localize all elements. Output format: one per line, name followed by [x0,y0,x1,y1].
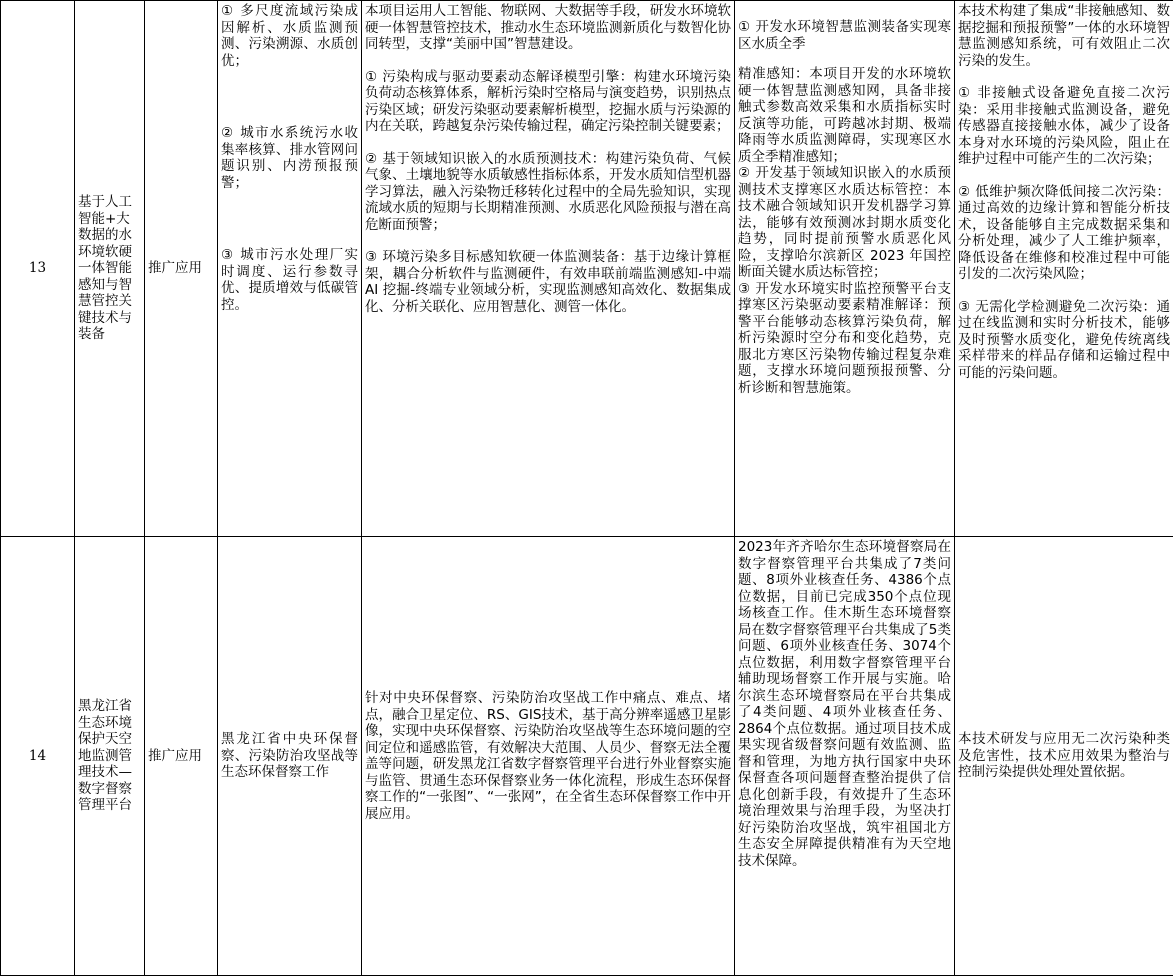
row-number: 14 [1,537,75,976]
scope-item: 黑龙江省中央环保督察、污染防治攻坚战等生态环保督察工作 [221,731,358,781]
application-effect [735,537,955,976]
advantage-item: 本技术研发与应用无二次污染种类及危害性，技术应用效果为整治与控制污染提供处理处置依据。 [958,731,1170,781]
tech-content [362,1,735,537]
table-row [1,537,1173,976]
table-row [1,1,1173,537]
content-item: ① 污染构成与驱动要素动态解译模型引擎：构建水环境污染负荷动态核算体系，解析污染时空格局与演变趋势，识别热点污染区域；研发污染驱动要素解析模型，挖掘水质与污染源的内在关联，跨越复杂污染传输过程，确定污染控制关键要素； [365,69,731,135]
tech-name: 基于人工智能+大数据的水环境软硬一体智能感知与智慧管控关键技术与装备 [75,1,145,537]
advantage-item: ① 非接触式设备避免直接二次污染：采用非接触式监测设备，避免传感器直接接触水体，减少了设备本身对水环境的污染风险，阻止在维护过程中可能产生的二次污染； [958,85,1170,168]
row-number: 13 [1,1,75,537]
tech-type: 推广应用 [145,1,218,537]
tech-name: 黑龙江省生态环境保护天空地监测管理技术—数字督察管理平台 [75,537,145,976]
scope-item: ① 多尺度流域污染成因解析、水质监测预测、污染溯源、水质创优； [221,3,358,69]
tech-advantage [955,537,1173,976]
content-item: 本项目运用人工智能、物联网、大数据等手段，研发水环境软硬一体智慧管控技术，推动水生态环境监测新质化与数智化协同转型，支撑“美丽中国”智慧建设。 [365,3,731,53]
effect-item: ③ 开发水环境实时监控预警平台支撑寒区污染驱动要素精准解译：预警平台能够动态核算污染负荷，解析污染源时空分布和变化趋势，克服北方寒区污染物传输过程复杂难题，支撑水环境问题预报预警、分析诊断和智慧施策。 [738,281,951,397]
content-item: ③ 环境污染多目标感知软硬一体监测装备：基于边缘计算框架，耦合分析软件与监测硬件，有效串联前端监测感知-中端 AI 挖掘-终端专业领域分析，实现监测感知高效化、数据集成化、分析关联化、应用智慧化、测管一体化。 [365,249,731,315]
application-effect [735,1,955,537]
scope-item: ② 城市水系统污水收集率核算、排水管网问题识别、内涝预报预警； [221,125,358,191]
scope-item: ③ 城市污水处理厂实时调度、运行参数寻优、提质增效与低碳管控。 [221,247,358,313]
tech-type: 推广应用 [145,537,218,976]
effect-item: 2023年齐齐哈尔生态环境督察局在数字督察管理平台共集成了7类问题、8项外业核查任务、4386个点位数据，目前已完成350个点位现场核查工作。佳木斯生态环境督察局在数字督察管理平台共集成了5类问题、6项外业核查任务、3074个点位数据，利用数字督察管理平台辅助现场督察工作开展与实施。哈尔滨生态环境督察局在平台共集成了4类问题、4项外业核查任务、2864个点位数据。通过项目技术成果实现省级督察问题有效监测、监督和管理，为地方执行国家中央环保督查各项问题督查整治提供了信息化创新手段，有效提升了生态环境治理效果与治理手段，为坚决打好污染防治攻坚战，筑牢祖国北方生态安全屏障提供精准有为天空地技术保障。 [738,539,951,869]
content-item: 针对中央环保督察、污染防治攻坚战工作中痛点、难点、堵点，融合卫星定位、RS、GIS技术，基于高分辨率遥感卫星影像，实现中央环保督察、污染防治攻坚战等生态环境问题的空间定位和遥感监管，有效解决大范围、人员少、督察无法全覆盖等问题，研发黑龙江省数字督察管理平台进行外业督察实施与监管、贯通生态环保督察业务一体化流程，形成生态环保督察工作的“一张图”、“一张网”，在全省生态环保督察工作中开展应用。 [365,690,731,822]
tech-advantage [955,1,1173,537]
advantage-item: 本技术构建了集成“非接触感知、数据挖掘和预报预警”一体的水环境智慧监测感知系统，可有效阻止二次污染的发生。 [958,3,1170,69]
advantage-item: ② 低维护频次降低间接二次污染：通过高效的边缘计算和智能分析技术，设备能够自主完成数据采集和分析处理，减少了人工维护频率，降低设备在维修和校准过程中可能引发的二次污染风险； [958,184,1170,283]
tech-content [362,537,735,976]
content-item: ② 基于领域知识嵌入的水质预测技术：构建污染负荷、气候气象、土壤地貌等水质敏感性指标体系，开发水质知信型机器学习算法，融入污染物迁移转化过程中的全局先验知识，实现流域水质的短期与长期精准预测、水质恶化风险预报与潜在高危断面预警； [365,151,731,234]
effect-item: ② 开发基于领域知识嵌入的水质预测技术支撑寒区水质达标管控：本技术融合领域知识开发机器学习算法，能够有效预测冰封期水质变化趋势，同时提前预警水质恶化风险，支撑哈尔滨新区 2023 年国控断面关键水质达标管控； [738,165,951,281]
application-scope [218,537,362,976]
advantage-item: ③ 无需化学检测避免二次污染：通过在线监测和实时分析技术，能够及时预警水质变化，避免传统离线采样带来的样品存储和运输过程中可能的污染问题。 [958,299,1170,382]
effect-item: ① 开发水环境智慧监测装备实现寒区水质全季 [738,19,951,52]
application-scope [218,1,362,537]
effect-item: 精准感知：本项目开发的水环境软硬一体智慧监测感知网，具备非接触式参数高效采集和水质指标实时反演等功能，可跨越冰封期、极端降雨等水质监测障碍，实现寒区水质全季精准感知； [738,66,951,165]
